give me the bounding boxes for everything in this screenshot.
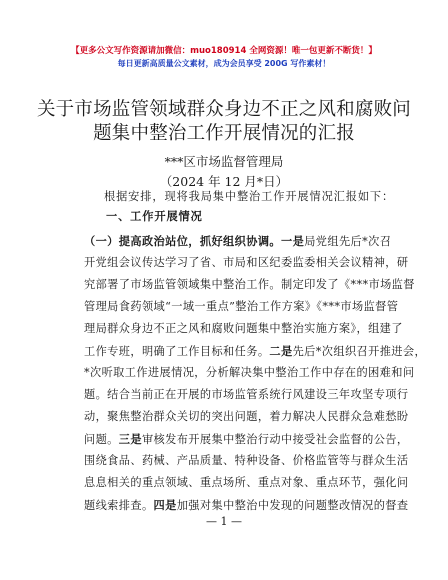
body-line-text: 理局群众身边不正之风和腐败问题集中整治实施方案》，组建了	[84, 322, 403, 335]
body-line	[84, 494, 409, 516]
document-date: （2024 年 12 月*日）	[159, 174, 289, 189]
body-line	[84, 472, 409, 494]
body-line	[84, 318, 403, 340]
promo-banner-line2: 每日更新高质量公文素材，成为会员享受 200G 写作素材！	[117, 59, 331, 68]
body-line	[84, 252, 409, 274]
body-line-text: 题线索排查。	[84, 499, 154, 512]
document-title-line2: 题集中整治工作开展情况的汇报	[93, 123, 355, 144]
body-line-text: 管理局食药领域“一域一重点”整治工作方案》《***市场监督管	[84, 300, 399, 313]
body-line	[84, 340, 427, 362]
body-line-bold-text: 一是	[281, 234, 305, 248]
body-line-bold-text: （一）提高政治站位，抓好组织协调。	[84, 234, 281, 248]
body-line	[84, 428, 409, 450]
section-heading: 一、工作开展情况	[106, 209, 203, 223]
body-line-text: 息息相关的重点领域、重点场所、重点对象、重点环节，强化问	[84, 476, 409, 489]
body-line-text: 开党组会议传达学习了省、市局和区纪委监委相关会议精神，研	[84, 256, 409, 269]
body-line-text: 题。结合当前正在开展的市场监管系统行风建设三年攻坚专项行	[84, 388, 409, 401]
body-line-text: 围绕食品、药械、产品质量、特种设备、价格监管等与群众生活	[84, 454, 409, 467]
promo-banner-line1: 【更多公文写作资源请加微信：muo180914 全网资源！唯一包更新不断货！】	[71, 46, 377, 56]
body-line-text: 工作专班，明确了工作目标和任务。	[84, 345, 270, 358]
body-line	[84, 406, 409, 428]
body-line-text: 究部署了市场监管领域集中整治工作。制定印发了《***市场监督	[84, 278, 415, 291]
body-line-text: 审核发布开展集中整治行动中接受社会监督的公告，	[141, 433, 409, 446]
body-line-text: 先后*次组织召开推进会，	[292, 345, 427, 358]
body-line	[84, 274, 415, 296]
body-line-text: *次听取工作进展情况，分析解决集中整治工作中存在的困难和问	[84, 366, 415, 379]
body-line	[84, 230, 392, 252]
body-line-text: 动，聚焦整治群众关切的突出问题，着力解决人民群众急难愁盼	[84, 410, 409, 423]
body-line-text: 局党组先后*次召	[304, 235, 392, 248]
intro-paragraph: 根据安排，现将我局集中整治工作开展情况汇报如下：	[104, 190, 395, 203]
document-author: ***区市场监督管理局	[164, 154, 284, 169]
document-title-line1: 关于市场监管领域群众身边不正之风和腐败问	[36, 99, 411, 120]
body-line-bold-text: 三是	[118, 432, 142, 446]
body-line-text: 问题。	[84, 433, 119, 446]
body-text	[84, 230, 427, 516]
body-line-text: 加强对集中整治中发现的问题整改情况的督查	[176, 499, 409, 512]
body-line	[84, 450, 409, 472]
page-number: — 1 —	[206, 515, 242, 528]
body-line-bold-text: 二是	[269, 344, 293, 358]
body-line-bold-text: 四是	[153, 498, 177, 512]
body-line	[84, 296, 399, 318]
body-line	[84, 362, 415, 384]
body-line	[84, 384, 409, 406]
